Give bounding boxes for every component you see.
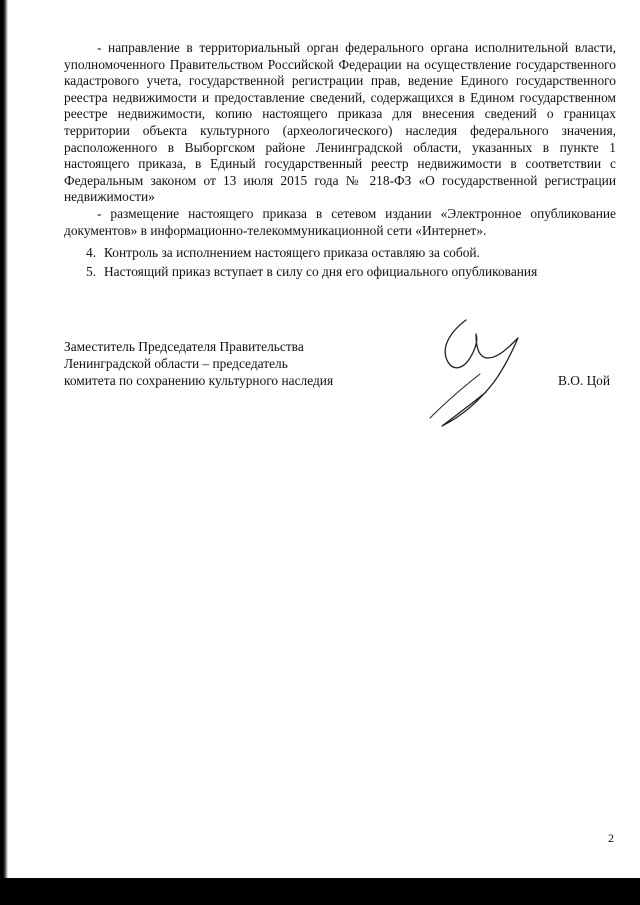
list-item xyxy=(64,262,616,281)
document-body xyxy=(64,40,616,281)
signer-title-line: Ленинградской области – председатель xyxy=(64,355,288,371)
signer-title-line: комитета по сохранению культурного наследия xyxy=(64,372,334,388)
paragraph-registry-submission: - направление в территориальный орган федерального органа исполнительной власти, уполномоченного Правительством Российской Федерации на осуществление государственного кадастрового учета, государственной регистрации прав, ведение Единого государственного реестра недвижимости и предоставление сведений, содержащихся в Едином государственном реестре недвижимости, копию настоящего приказа для внесения сведений о границах территории объекта культурного (археологического) наследия федерального значения, расположенного в Выборгском районе Ленинградской области, указанных в пункте 1 настоящего приказа, в Единый государственный реестр недвижимости в соответствии с Федеральным законом от 13 июля 2015 года № 218-ФЗ «О государственной регистрации недвижимости» xyxy=(64,40,616,205)
paragraph-publication: - размещение настоящего приказа в сетевом издании «Электронное опубликование документов» в информационно-телекоммуникационной сети «Интернет». xyxy=(64,205,616,238)
signer-title xyxy=(64,339,394,389)
signer-name: В.О. Цой xyxy=(558,373,610,388)
item-number: 4. xyxy=(86,245,97,261)
list-item xyxy=(64,243,616,262)
item-number: 5. xyxy=(86,264,97,280)
signer-title-line: Заместитель Председателя Правительства xyxy=(64,339,304,354)
scan-edge-bottom xyxy=(0,878,640,905)
page-number: 2 xyxy=(608,831,614,845)
item-text: Контроль за исполнением настоящего приказа оставляю за собой. xyxy=(104,245,480,261)
item-text: Настоящий приказ вступает в силу со дня его официального опубликования xyxy=(104,264,538,280)
handwritten-signature xyxy=(418,318,538,430)
numbered-items xyxy=(64,243,616,281)
scan-edge-left xyxy=(0,0,8,905)
